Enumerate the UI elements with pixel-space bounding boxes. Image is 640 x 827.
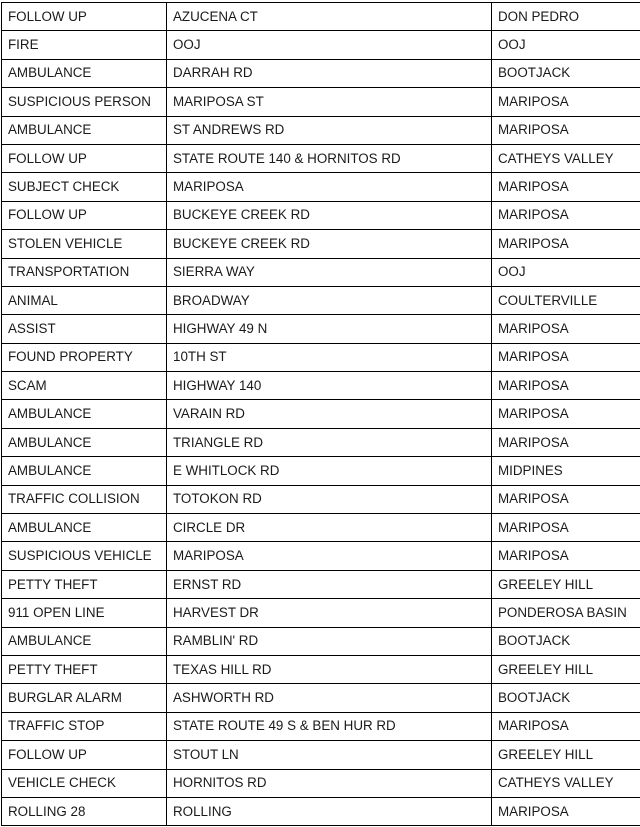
table-row [2, 88, 640, 116]
incident-type-cell: FOUND PROPERTY [2, 343, 167, 371]
location-cell: CIRCLE DR [167, 514, 492, 542]
incident-type-cell: SUSPICIOUS PERSON [2, 88, 167, 116]
incident-type-cell: ROLLING 28 [2, 797, 167, 825]
incident-type-cell: VEHICLE CHECK [2, 769, 167, 797]
location-cell: OOJ [167, 31, 492, 59]
incident-type-cell: TRANSPORTATION [2, 258, 167, 286]
community-cell: MARIPOSA [492, 485, 640, 513]
table-row [2, 457, 640, 485]
table-row [2, 684, 640, 712]
table-row [2, 286, 640, 314]
table-row [2, 201, 640, 229]
community-cell: MARIPOSA [492, 343, 640, 371]
location-cell: BUCKEYE CREEK RD [167, 201, 492, 229]
location-cell: TRIANGLE RD [167, 428, 492, 456]
incident-type-cell: SUSPICIOUS VEHICLE [2, 542, 167, 570]
incident-type-cell: PETTY THEFT [2, 570, 167, 598]
community-cell: OOJ [492, 31, 640, 59]
community-cell: MARIPOSA [492, 712, 640, 740]
community-cell: MIDPINES [492, 457, 640, 485]
incident-type-cell: FIRE [2, 31, 167, 59]
location-cell: DARRAH RD [167, 59, 492, 87]
community-cell: COULTERVILLE [492, 286, 640, 314]
location-cell: ASHWORTH RD [167, 684, 492, 712]
community-cell: MARIPOSA [492, 542, 640, 570]
community-cell: GREELEY HILL [492, 570, 640, 598]
incident-type-cell: AMBULANCE [2, 428, 167, 456]
community-cell: OOJ [492, 258, 640, 286]
incident-table [1, 2, 640, 826]
community-cell: MARIPOSA [492, 797, 640, 825]
location-cell: STATE ROUTE 49 S & BEN HUR RD [167, 712, 492, 740]
community-cell: DON PEDRO [492, 3, 640, 31]
table-row [2, 116, 640, 144]
incident-table-body [2, 3, 640, 826]
table-row [2, 258, 640, 286]
location-cell: BUCKEYE CREEK RD [167, 230, 492, 258]
community-cell: MARIPOSA [492, 315, 640, 343]
incident-type-cell: TRAFFIC COLLISION [2, 485, 167, 513]
incident-type-cell: AMBULANCE [2, 59, 167, 87]
location-cell: HARVEST DR [167, 599, 492, 627]
community-cell: GREELEY HILL [492, 655, 640, 683]
table-row [2, 599, 640, 627]
table-row [2, 3, 640, 31]
location-cell: HIGHWAY 49 N [167, 315, 492, 343]
community-cell: CATHEYS VALLEY [492, 144, 640, 172]
location-cell: TEXAS HILL RD [167, 655, 492, 683]
incident-type-cell: 911 OPEN LINE [2, 599, 167, 627]
location-cell: SIERRA WAY [167, 258, 492, 286]
location-cell: VARAIN RD [167, 400, 492, 428]
incident-type-cell: AMBULANCE [2, 514, 167, 542]
table-row [2, 797, 640, 825]
community-cell: MARIPOSA [492, 514, 640, 542]
table-row [2, 769, 640, 797]
incident-type-cell: SCAM [2, 372, 167, 400]
community-cell: BOOTJACK [492, 627, 640, 655]
location-cell: BROADWAY [167, 286, 492, 314]
incident-type-cell: FOLLOW UP [2, 741, 167, 769]
location-cell: MARIPOSA [167, 542, 492, 570]
table-row [2, 655, 640, 683]
community-cell: GREELEY HILL [492, 741, 640, 769]
community-cell: BOOTJACK [492, 59, 640, 87]
incident-type-cell: BURGLAR ALARM [2, 684, 167, 712]
incident-type-cell: STOLEN VEHICLE [2, 230, 167, 258]
incident-type-cell: ANIMAL [2, 286, 167, 314]
location-cell: RAMBLIN' RD [167, 627, 492, 655]
location-cell: MARIPOSA ST [167, 88, 492, 116]
incident-type-cell: AMBULANCE [2, 400, 167, 428]
community-cell: CATHEYS VALLEY [492, 769, 640, 797]
table-row [2, 428, 640, 456]
location-cell: ERNST RD [167, 570, 492, 598]
incident-type-cell: FOLLOW UP [2, 201, 167, 229]
table-row [2, 627, 640, 655]
table-row [2, 372, 640, 400]
incident-type-cell: FOLLOW UP [2, 3, 167, 31]
table-row [2, 31, 640, 59]
community-cell: BOOTJACK [492, 684, 640, 712]
table-row [2, 400, 640, 428]
community-cell: MARIPOSA [492, 116, 640, 144]
location-cell: ROLLING [167, 797, 492, 825]
incident-type-cell: TRAFFIC STOP [2, 712, 167, 740]
table-row [2, 712, 640, 740]
incident-type-cell: ASSIST [2, 315, 167, 343]
table-row [2, 542, 640, 570]
incident-type-cell: AMBULANCE [2, 116, 167, 144]
location-cell: AZUCENA CT [167, 3, 492, 31]
location-cell: STOUT LN [167, 741, 492, 769]
table-row [2, 144, 640, 172]
incident-type-cell: PETTY THEFT [2, 655, 167, 683]
community-cell: MARIPOSA [492, 201, 640, 229]
community-cell: MARIPOSA [492, 400, 640, 428]
location-cell: HIGHWAY 140 [167, 372, 492, 400]
table-row [2, 514, 640, 542]
location-cell: HORNITOS RD [167, 769, 492, 797]
community-cell: MARIPOSA [492, 230, 640, 258]
incident-type-cell: SUBJECT CHECK [2, 173, 167, 201]
location-cell: TOTOKON RD [167, 485, 492, 513]
location-cell: 10TH ST [167, 343, 492, 371]
table-row [2, 741, 640, 769]
incident-type-cell: AMBULANCE [2, 627, 167, 655]
table-row [2, 343, 640, 371]
location-cell: MARIPOSA [167, 173, 492, 201]
community-cell: PONDEROSA BASIN [492, 599, 640, 627]
table-row [2, 570, 640, 598]
community-cell: MARIPOSA [492, 88, 640, 116]
location-cell: ST ANDREWS RD [167, 116, 492, 144]
incident-type-cell: AMBULANCE [2, 457, 167, 485]
location-cell: STATE ROUTE 140 & HORNITOS RD [167, 144, 492, 172]
community-cell: MARIPOSA [492, 428, 640, 456]
community-cell: MARIPOSA [492, 173, 640, 201]
table-row [2, 173, 640, 201]
table-row [2, 485, 640, 513]
location-cell: E WHITLOCK RD [167, 457, 492, 485]
incident-type-cell: FOLLOW UP [2, 144, 167, 172]
community-cell: MARIPOSA [492, 372, 640, 400]
table-row [2, 315, 640, 343]
table-row [2, 59, 640, 87]
table-row [2, 230, 640, 258]
